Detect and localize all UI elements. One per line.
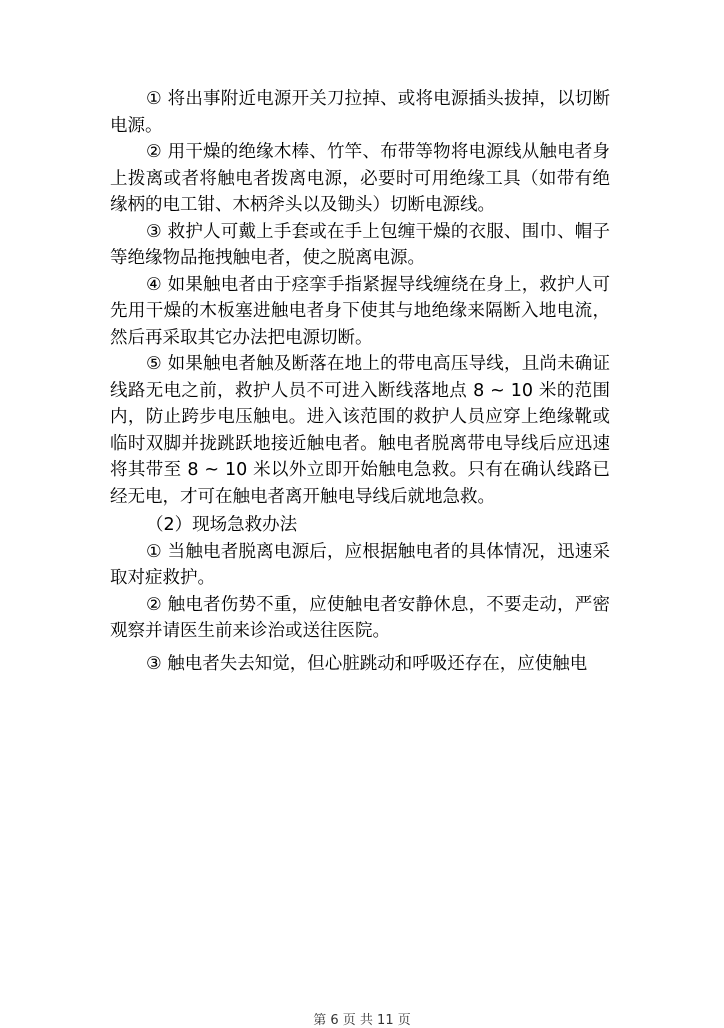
paragraph-first-aid-3: ③ 触电者失去知觉，但心脏跳动和呼吸还存在，应使触电 — [146, 653, 588, 674]
paragraph-spasm: ④ 如果触电者由于痉挛手指紧握导线缠绕在身上，救护人可先用干燥的木板塞进触电者身下使其与地绝缘来隔断入地电流，然后再采取其它办法把电源切断。 — [110, 274, 610, 348]
paragraph-insulated-stick: ② 用干燥的绝缘木棒、竹竿、布带等物将电源线从触电者身上拨离或者将触电者拨离电源，必要时可用绝缘工具（如带有绝缘柄的电工钳、木柄斧头以及锄头）切断电源线。 — [110, 142, 610, 215]
paragraph-high-voltage: ⑤ 如果触电者触及断落在地上的带电高压导线，且尚未确证线路无电之前，救护人员不可进入断线落地点 8 ~ 10 米的范围内，防止跨步电压触电。进入该范围的救护人员应穿上绝缘靴或临时双脚并拢跳跃地接近触电者。触电者脱离带电导线后应迅速将其带至 8 ~ 10 米以外立即开始触电急救。只有在确认线路已经无电，才可在触电者离开触电导线后就地急救。 — [110, 354, 610, 507]
document-body — [110, 86, 610, 677]
paragraph-cut-power-switch: ① 将出事附近电源开关刀拉掉、或将电源插头拔掉，以切断电源。 — [110, 89, 610, 136]
section-heading: （2）现场急救办法 — [146, 515, 298, 535]
paragraph-gloves: ③ 救护人可戴上手套或在手上包缠干燥的衣服、围巾、帽子等绝缘物品拖拽触电者，使之脱离电源。 — [110, 221, 610, 268]
paragraph-first-aid-2: ② 触电者伤势不重，应使触电者安静休息，不要走动，严密观察并请医生前来诊治或送往医院。 — [110, 594, 610, 641]
page-number-footer: 第 6 页 共 11 页 — [313, 1013, 411, 1028]
paragraph-first-aid-1: ① 当触电者脱离电源后，应根据触电者的具体情况，迅速采取对症救护。 — [110, 541, 610, 588]
